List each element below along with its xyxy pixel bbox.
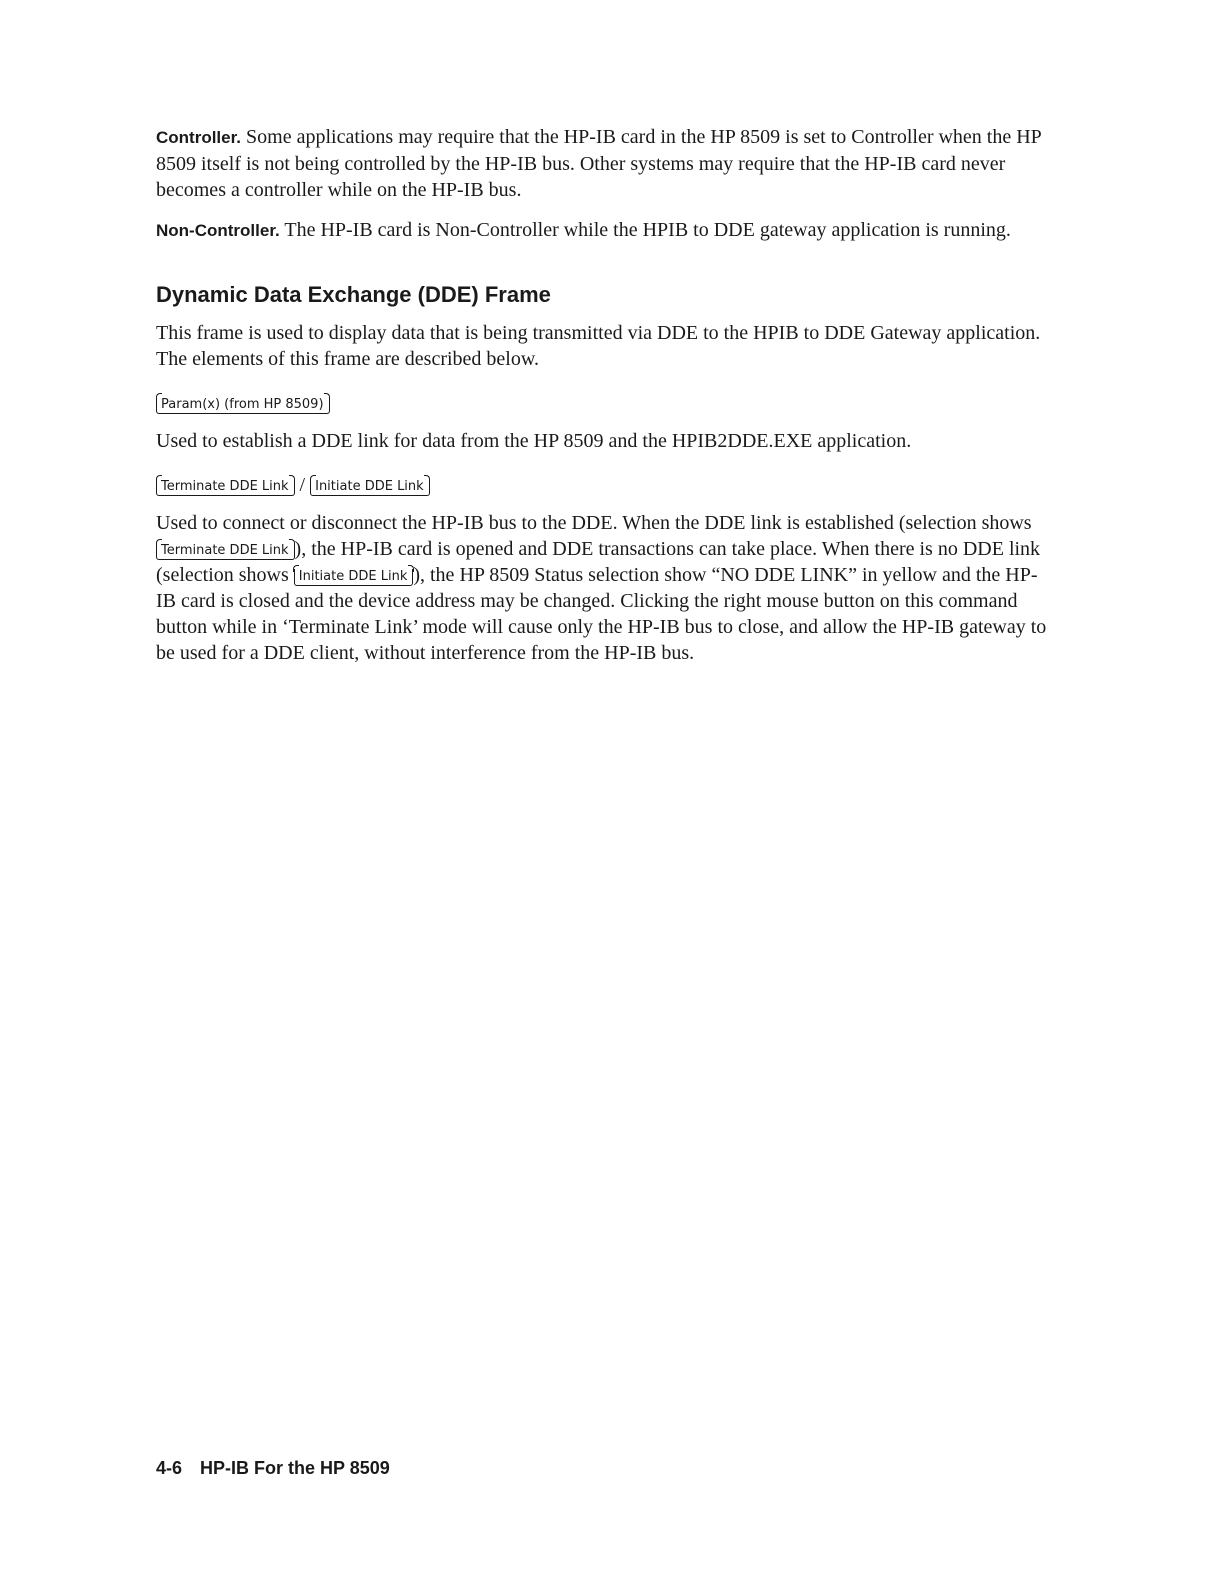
param-key[interactable]: Param(x) (from HP 8509) xyxy=(156,397,330,414)
link-description-part2: ), the HP-IB card is opened and DDE transactions can take place. When there is no DDE link (selection shows xyxy=(156,538,1041,586)
link-key-line xyxy=(156,472,1056,498)
controller-paragraph xyxy=(156,124,1056,203)
link-description-part3: ), the HP 8509 Status selection show “NO DDE LINK” in yellow and the HP-IB card is closed and the device address may be changed. Clicking the right mouse button on this command button while in ‘Terminate Link’ mode will cause only the HP-IB bus to close, and allow the HP-IB gateway to be used for a DDE client, without interference from the HP-IB bus. xyxy=(156,564,1047,664)
param-description: Used to establish a DDE link for data from the HP 8509 and the HPIB2DDE.EXE application. xyxy=(156,430,912,452)
initiate-dde-link-key[interactable]: Initiate DDE Link xyxy=(310,479,430,496)
key-separator: / xyxy=(294,474,311,496)
non-controller-term: Non-Controller. xyxy=(156,221,280,240)
inline-initiate-dde-link-key[interactable]: Initiate DDE Link xyxy=(294,569,414,586)
non-controller-paragraph xyxy=(156,217,1056,244)
non-controller-text: The HP-IB card is Non-Controller while the HPIB to DDE gateway application is running. xyxy=(279,219,1011,241)
page-footer xyxy=(156,1458,390,1479)
controller-text: Some applications may require that the HP-IB card in the HP 8509 is set to Controller when the HP 8509 itself is not being controlled by the HP-IB bus. Other systems may require that the HP-IB card never becomes a controller while on the HP-IB bus. xyxy=(156,126,1042,201)
link-description-part1: Used to connect or disconnect the HP-IB bus to the DDE. When the DDE link is established (selection shows xyxy=(156,512,1032,534)
page-number: 4-6 xyxy=(156,1458,183,1478)
footer-title: HP-IB For the HP 8509 xyxy=(200,1458,390,1478)
section-title: Dynamic Data Exchange (DDE) Frame xyxy=(156,282,551,307)
link-description xyxy=(156,510,1056,666)
section-intro: This frame is used to display data that is being transmitted via DDE to the HPIB to DDE Gateway application. The elements of this frame are described below. xyxy=(156,322,1041,370)
page-content xyxy=(156,124,1056,666)
inline-terminate-dde-link-key[interactable]: Terminate DDE Link xyxy=(156,543,295,560)
controller-term: Controller. xyxy=(156,128,242,147)
terminate-dde-link-key[interactable]: Terminate DDE Link xyxy=(156,479,295,496)
param-key-line xyxy=(156,390,1056,416)
